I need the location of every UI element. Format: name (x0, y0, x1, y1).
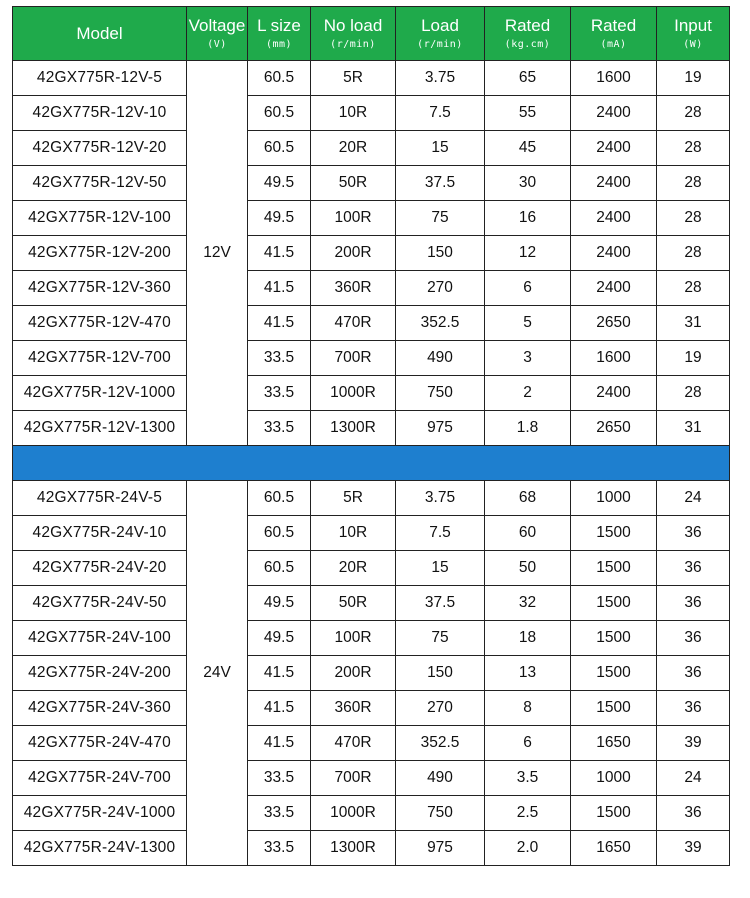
model-cell: 42GX775R-24V-360 (13, 691, 187, 726)
rated-torque-cell: 32 (485, 586, 571, 621)
model-cell: 42GX775R-12V-100 (13, 201, 187, 236)
input-cell: 28 (657, 96, 730, 131)
rated-torque-cell: 3 (485, 341, 571, 376)
input-cell: 36 (657, 516, 730, 551)
lsize-cell: 49.5 (248, 621, 311, 656)
header-unit: (V) (207, 39, 227, 51)
header-input (657, 7, 730, 61)
table-row (13, 271, 730, 306)
model-cell: 42GX775R-24V-470 (13, 726, 187, 761)
model-cell: 42GX775R-24V-1300 (13, 831, 187, 866)
load-cell: 37.5 (396, 166, 485, 201)
input-cell: 31 (657, 306, 730, 341)
rated-torque-cell: 2.5 (485, 796, 571, 831)
rated-torque-cell: 3.5 (485, 761, 571, 796)
noload-cell: 700R (311, 341, 396, 376)
input-cell: 39 (657, 726, 730, 761)
lsize-cell: 60.5 (248, 131, 311, 166)
rated-torque-cell: 2 (485, 376, 571, 411)
rated-current-cell: 2400 (571, 96, 657, 131)
load-cell: 150 (396, 656, 485, 691)
load-cell: 7.5 (396, 96, 485, 131)
model-cell: 42GX775R-12V-200 (13, 236, 187, 271)
model-cell: 42GX775R-24V-5 (13, 481, 187, 516)
header-label: Load (421, 16, 459, 36)
header-rated-torque (485, 7, 571, 61)
load-cell: 975 (396, 411, 485, 446)
table-row (13, 691, 730, 726)
rated-torque-cell: 60 (485, 516, 571, 551)
load-cell: 750 (396, 376, 485, 411)
rated-current-cell: 1500 (571, 621, 657, 656)
header-unit: (mA) (600, 39, 627, 51)
header-label: L size (257, 16, 301, 36)
lsize-cell: 60.5 (248, 551, 311, 586)
model-cell: 42GX775R-12V-5 (13, 61, 187, 96)
load-cell: 750 (396, 796, 485, 831)
header-unit: (mm) (265, 39, 293, 51)
table-body (13, 61, 730, 866)
noload-cell: 100R (311, 201, 396, 236)
table-row (13, 131, 730, 166)
lsize-cell: 41.5 (248, 306, 311, 341)
input-cell: 28 (657, 271, 730, 306)
model-cell: 42GX775R-12V-700 (13, 341, 187, 376)
lsize-cell: 49.5 (248, 201, 311, 236)
load-cell: 7.5 (396, 516, 485, 551)
model-cell: 42GX775R-24V-200 (13, 656, 187, 691)
table-row (13, 341, 730, 376)
load-cell: 75 (396, 201, 485, 236)
table-row (13, 306, 730, 341)
rated-current-cell: 1500 (571, 691, 657, 726)
rated-torque-cell: 6 (485, 726, 571, 761)
header-rated-current (571, 7, 657, 61)
load-cell: 3.75 (396, 61, 485, 96)
lsize-cell: 41.5 (248, 271, 311, 306)
noload-cell: 1300R (311, 831, 396, 866)
header-label: Voltage (188, 16, 246, 36)
table-row (13, 166, 730, 201)
noload-cell: 360R (311, 691, 396, 726)
header-label: Rated (590, 16, 637, 36)
input-cell: 24 (657, 481, 730, 516)
voltage-cell: 24V (187, 481, 248, 866)
table-row (13, 236, 730, 271)
lsize-cell: 33.5 (248, 376, 311, 411)
noload-cell: 1300R (311, 411, 396, 446)
lsize-cell: 49.5 (248, 586, 311, 621)
noload-cell: 200R (311, 656, 396, 691)
rated-torque-cell: 8 (485, 691, 571, 726)
noload-cell: 10R (311, 516, 396, 551)
lsize-cell: 33.5 (248, 761, 311, 796)
input-cell: 36 (657, 621, 730, 656)
model-cell: 42GX775R-24V-100 (13, 621, 187, 656)
model-cell: 42GX775R-24V-700 (13, 761, 187, 796)
model-cell: 42GX775R-12V-20 (13, 131, 187, 166)
rated-torque-cell: 12 (485, 236, 571, 271)
input-cell: 39 (657, 831, 730, 866)
group-separator (13, 446, 730, 481)
table-row (13, 376, 730, 411)
load-cell: 975 (396, 831, 485, 866)
load-cell: 270 (396, 271, 485, 306)
input-cell: 36 (657, 586, 730, 621)
rated-current-cell: 1650 (571, 831, 657, 866)
input-cell: 31 (657, 411, 730, 446)
header-model (13, 7, 187, 61)
rated-current-cell: 1500 (571, 551, 657, 586)
lsize-cell: 60.5 (248, 96, 311, 131)
model-cell: 42GX775R-24V-50 (13, 586, 187, 621)
model-cell: 42GX775R-12V-470 (13, 306, 187, 341)
model-cell: 42GX775R-24V-1000 (13, 796, 187, 831)
noload-cell: 5R (311, 481, 396, 516)
noload-cell: 700R (311, 761, 396, 796)
input-cell: 28 (657, 166, 730, 201)
load-cell: 490 (396, 761, 485, 796)
header-lsize (248, 7, 311, 61)
model-cell: 42GX775R-24V-10 (13, 516, 187, 551)
lsize-cell: 33.5 (248, 411, 311, 446)
lsize-cell: 60.5 (248, 481, 311, 516)
rated-torque-cell: 13 (485, 656, 571, 691)
noload-cell: 100R (311, 621, 396, 656)
rated-torque-cell: 2.0 (485, 831, 571, 866)
noload-cell: 1000R (311, 796, 396, 831)
lsize-cell: 41.5 (248, 726, 311, 761)
header-load (396, 7, 485, 61)
load-cell: 352.5 (396, 306, 485, 341)
lsize-cell: 41.5 (248, 236, 311, 271)
table-header (13, 7, 730, 61)
lsize-cell: 33.5 (248, 796, 311, 831)
table-row (13, 61, 730, 96)
header-unit: (r/min) (417, 39, 463, 51)
rated-current-cell: 1500 (571, 656, 657, 691)
rated-current-cell: 1000 (571, 481, 657, 516)
spec-table (12, 6, 730, 866)
lsize-cell: 60.5 (248, 61, 311, 96)
rated-current-cell: 2650 (571, 306, 657, 341)
rated-torque-cell: 68 (485, 481, 571, 516)
table-row (13, 796, 730, 831)
header-label: No load (323, 16, 383, 36)
header-unit: (W) (683, 39, 703, 51)
rated-current-cell: 1000 (571, 761, 657, 796)
input-cell: 19 (657, 341, 730, 376)
rated-current-cell: 2400 (571, 201, 657, 236)
rated-torque-cell: 30 (485, 166, 571, 201)
separator-bar (13, 446, 730, 481)
lsize-cell: 41.5 (248, 691, 311, 726)
noload-cell: 50R (311, 586, 396, 621)
model-cell: 42GX775R-12V-1000 (13, 376, 187, 411)
header-label: Rated (504, 16, 551, 36)
rated-current-cell: 2400 (571, 131, 657, 166)
table-row (13, 516, 730, 551)
rated-torque-cell: 6 (485, 271, 571, 306)
rated-torque-cell: 1.8 (485, 411, 571, 446)
header-row (13, 7, 730, 61)
load-cell: 15 (396, 551, 485, 586)
noload-cell: 200R (311, 236, 396, 271)
input-cell: 36 (657, 691, 730, 726)
lsize-cell: 33.5 (248, 341, 311, 376)
input-cell: 36 (657, 656, 730, 691)
rated-current-cell: 1600 (571, 61, 657, 96)
load-cell: 270 (396, 691, 485, 726)
table-row (13, 96, 730, 131)
load-cell: 150 (396, 236, 485, 271)
load-cell: 37.5 (396, 586, 485, 621)
rated-current-cell: 2400 (571, 271, 657, 306)
noload-cell: 360R (311, 271, 396, 306)
input-cell: 19 (657, 61, 730, 96)
header-label: Input (674, 16, 712, 36)
input-cell: 28 (657, 236, 730, 271)
input-cell: 36 (657, 796, 730, 831)
lsize-cell: 33.5 (248, 831, 311, 866)
rated-torque-cell: 18 (485, 621, 571, 656)
rated-torque-cell: 55 (485, 96, 571, 131)
noload-cell: 10R (311, 96, 396, 131)
rated-current-cell: 2400 (571, 376, 657, 411)
noload-cell: 50R (311, 166, 396, 201)
load-cell: 3.75 (396, 481, 485, 516)
model-cell: 42GX775R-12V-50 (13, 166, 187, 201)
rated-torque-cell: 45 (485, 131, 571, 166)
table-row (13, 831, 730, 866)
rated-current-cell: 1500 (571, 516, 657, 551)
rated-current-cell: 1500 (571, 586, 657, 621)
rated-torque-cell: 65 (485, 61, 571, 96)
rated-torque-cell: 16 (485, 201, 571, 236)
load-cell: 75 (396, 621, 485, 656)
input-cell: 36 (657, 551, 730, 586)
lsize-cell: 60.5 (248, 516, 311, 551)
table-row (13, 761, 730, 796)
table-row (13, 726, 730, 761)
table-row (13, 411, 730, 446)
input-cell: 28 (657, 376, 730, 411)
model-cell: 42GX775R-24V-20 (13, 551, 187, 586)
input-cell: 24 (657, 761, 730, 796)
noload-cell: 470R (311, 726, 396, 761)
model-cell: 42GX775R-12V-10 (13, 96, 187, 131)
model-cell: 42GX775R-12V-1300 (13, 411, 187, 446)
rated-torque-cell: 50 (485, 551, 571, 586)
voltage-cell: 12V (187, 61, 248, 446)
header-voltage (187, 7, 248, 61)
header-noload (311, 7, 396, 61)
table-row (13, 656, 730, 691)
noload-cell: 5R (311, 61, 396, 96)
load-cell: 490 (396, 341, 485, 376)
header-label: Model (76, 23, 123, 43)
model-cell: 42GX775R-12V-360 (13, 271, 187, 306)
table-row (13, 586, 730, 621)
rated-torque-cell: 5 (485, 306, 571, 341)
table-row (13, 201, 730, 236)
lsize-cell: 41.5 (248, 656, 311, 691)
rated-current-cell: 1500 (571, 796, 657, 831)
input-cell: 28 (657, 201, 730, 236)
input-cell: 28 (657, 131, 730, 166)
rated-current-cell: 1600 (571, 341, 657, 376)
load-cell: 15 (396, 131, 485, 166)
header-unit: (kg.cm) (504, 39, 551, 51)
rated-current-cell: 2400 (571, 166, 657, 201)
load-cell: 352.5 (396, 726, 485, 761)
table-row (13, 551, 730, 586)
noload-cell: 1000R (311, 376, 396, 411)
table-row (13, 621, 730, 656)
noload-cell: 470R (311, 306, 396, 341)
header-unit: (r/min) (330, 39, 376, 51)
lsize-cell: 49.5 (248, 166, 311, 201)
table-row (13, 481, 730, 516)
noload-cell: 20R (311, 551, 396, 586)
rated-current-cell: 2400 (571, 236, 657, 271)
noload-cell: 20R (311, 131, 396, 166)
rated-current-cell: 1650 (571, 726, 657, 761)
rated-current-cell: 2650 (571, 411, 657, 446)
